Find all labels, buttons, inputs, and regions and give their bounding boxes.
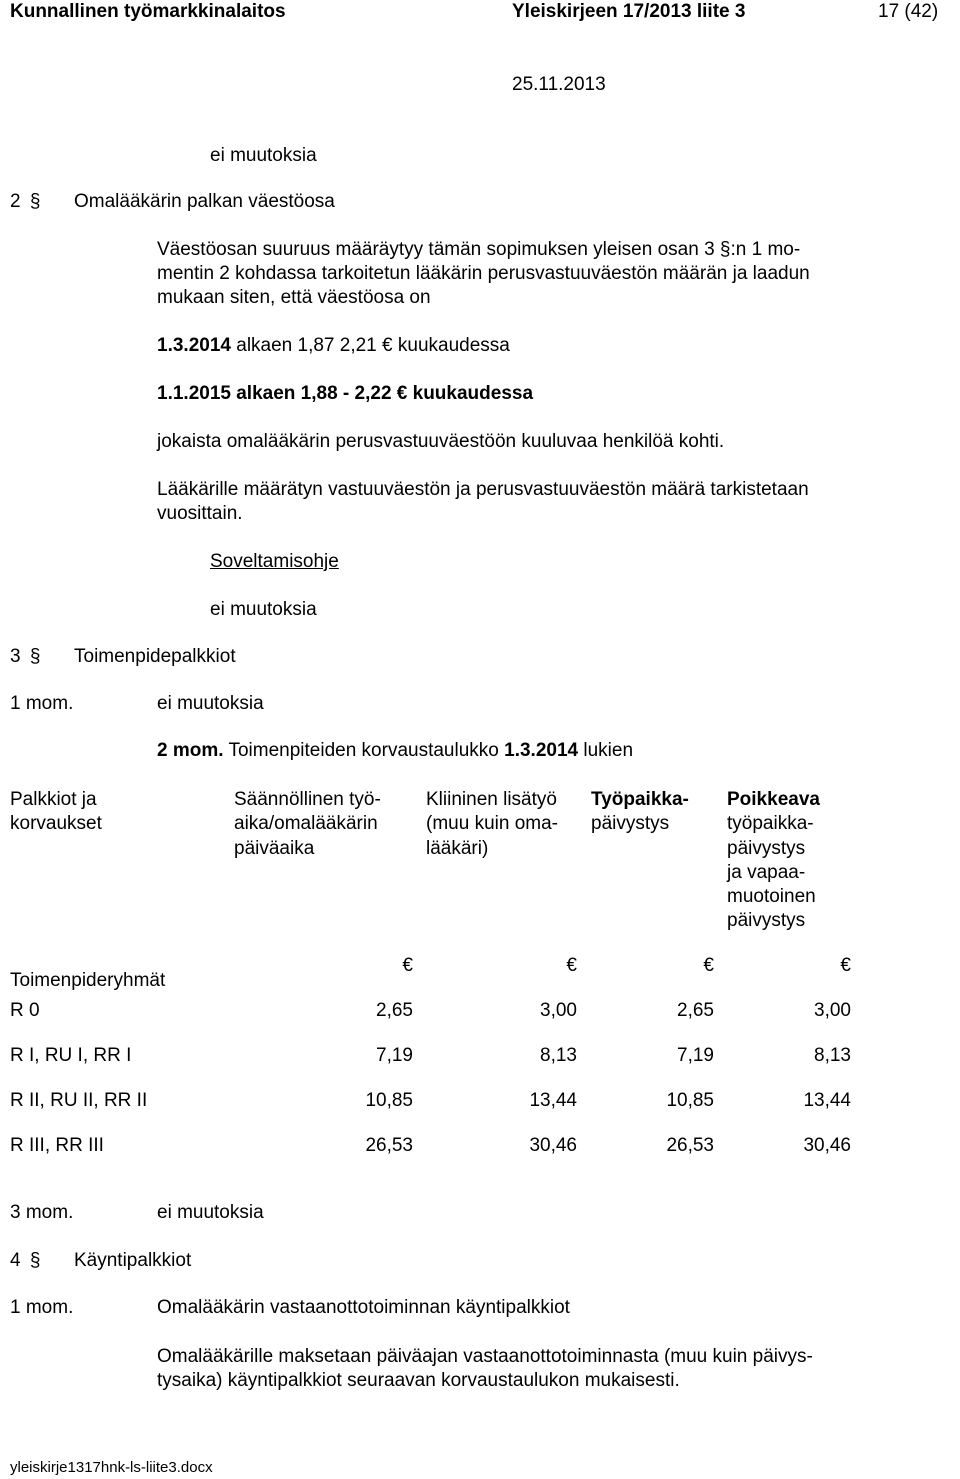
s3-mom1-status: ei muutoksia [157,693,264,714]
rate-2014 [157,334,510,358]
currency-col-2: € [566,955,577,976]
rate-2014-text: alkaen 1,87 2,21 € kuukaudessa [230,335,510,356]
section3-title: Toimenpidepalkkiot [74,646,236,667]
currency-col-1: € [402,955,413,976]
header-circular: Yleiskirjeen 17/2013 liite 3 [512,1,746,22]
section2-para-line-1: Väestöosan suuruus määräytyy tämän sopimuksen yleisen osan 3 §:n 1 mo- [157,239,801,260]
section2-number: 2 [10,191,21,212]
currency-col-4: € [840,955,851,976]
s3-mom2-date: 1.3.2014 [504,740,579,761]
cell-value: 13,44 [803,1090,851,1111]
check-text-line-2: vuosittain. [157,503,243,524]
rate-2014-date: 1.3.2014 [157,335,231,356]
section2-para-line-2: mentin 2 kohdassa tarkoitetun lääkärin perusvastuuväestön määrän ja laadun [157,263,810,284]
s3-mom2-title-end: lukien [578,740,634,761]
s4-para-line-2: tysaika) käyntipalkkiot seuraavan korvaustaulukon mukaisesti. [157,1370,680,1391]
row-label: R III, RR III [10,1135,104,1156]
cell-value: 13,44 [529,1090,577,1111]
section4-heading [10,1249,192,1273]
row-label: R 0 [10,1000,40,1021]
cell-value: 2,65 [376,1000,413,1021]
cell-value: 3,00 [814,1000,851,1021]
col-header-regular-hours: Säännöllinen työ- aika/omalääkärin päiväaika [234,789,381,859]
cell-value: 26,53 [666,1135,714,1156]
s3-mom3-label: 3 mom. [10,1202,74,1223]
header-page-number: 17 (42) [878,1,939,22]
row-label: R II, RU II, RR II [10,1090,148,1111]
section3-number: 3 [10,646,21,667]
cell-value: 10,85 [365,1090,413,1111]
s3-mom2-label: 2 mom. [157,740,224,761]
per-person-text: jokaista omalääkärin perusvastuuväestöön kuuluvaa henkilöä kohti. [157,431,725,452]
section4-number: 4 [10,1250,21,1271]
section-sign: § [29,1250,41,1271]
s4-mom1-title: Omalääkärin vastaanottotoiminnan käyntipalkkiot [157,1297,570,1318]
section2-title: Omalääkärin palkan väestöosa [74,191,335,212]
cell-value: 26,53 [365,1135,413,1156]
rate-2015: 1.1.2015 alkaen 1,88 - 2,22 € kuukaudessa [157,383,534,404]
section-sign: § [29,191,41,212]
cell-value: 30,46 [529,1135,577,1156]
application-guide-status: ei muutoksia [210,599,317,620]
s4-para-line-1: Omalääkärille maksetaan päiväajan vastaanottotoiminnasta (muu kuin päivys- [157,1346,813,1367]
cell-value: 8,13 [540,1045,577,1066]
cell-value: 7,19 [677,1045,714,1066]
col-header-exceptional-duty: Poikkeava työpaikka- päivystys ja vapaa- muotoinen päivystys [727,789,820,932]
footer-filename: yleiskirje1317hnk-ls-liite3.docx [10,1459,213,1476]
section-sign: § [29,646,41,667]
s3-mom3-status: ei muutoksia [157,1202,264,1223]
check-text-line-1: Lääkärille määrätyn vastuuväestön ja perusvastuuväestön määrä tarkistetaan [157,479,809,500]
s4-mom1-label: 1 mom. [10,1297,74,1318]
s3-mom2-title: Toimenpiteiden korvaustaulukko [223,740,505,761]
procedure-groups-label: Toimenpideryhmät [10,970,166,991]
row-label: R I, RU I, RR I [10,1045,132,1066]
cell-value: 2,65 [677,1000,714,1021]
s3-mom2-heading [157,739,633,763]
cell-value: 10,85 [666,1090,714,1111]
header-date: 25.11.2013 [512,74,606,95]
section2-heading [10,190,335,214]
s3-mom1-label: 1 mom. [10,693,74,714]
header-org: Kunnallinen työmarkkinalaitos [10,1,286,22]
cell-value: 7,19 [376,1045,413,1066]
section3-heading [10,645,236,669]
cell-value: 8,13 [814,1045,851,1066]
col-header-fees: Palkkiot ja korvaukset [10,789,102,835]
currency-col-3: € [703,955,714,976]
application-guide-heading: Soveltamisohje [210,551,339,572]
cell-value: 30,46 [803,1135,851,1156]
col-header-workplace-duty: Työpaikka- päivystys [591,789,689,835]
section4-title: Käyntipalkkiot [74,1250,192,1271]
col-header-clinical-extra: Kliininen lisätyö (muu kuin oma- lääkäri) [426,789,558,859]
section2-para-line-3: mukaan siten, että väestöosa on [157,287,431,308]
cell-value: 3,00 [540,1000,577,1021]
section2-status: ei muutoksia [210,145,317,166]
